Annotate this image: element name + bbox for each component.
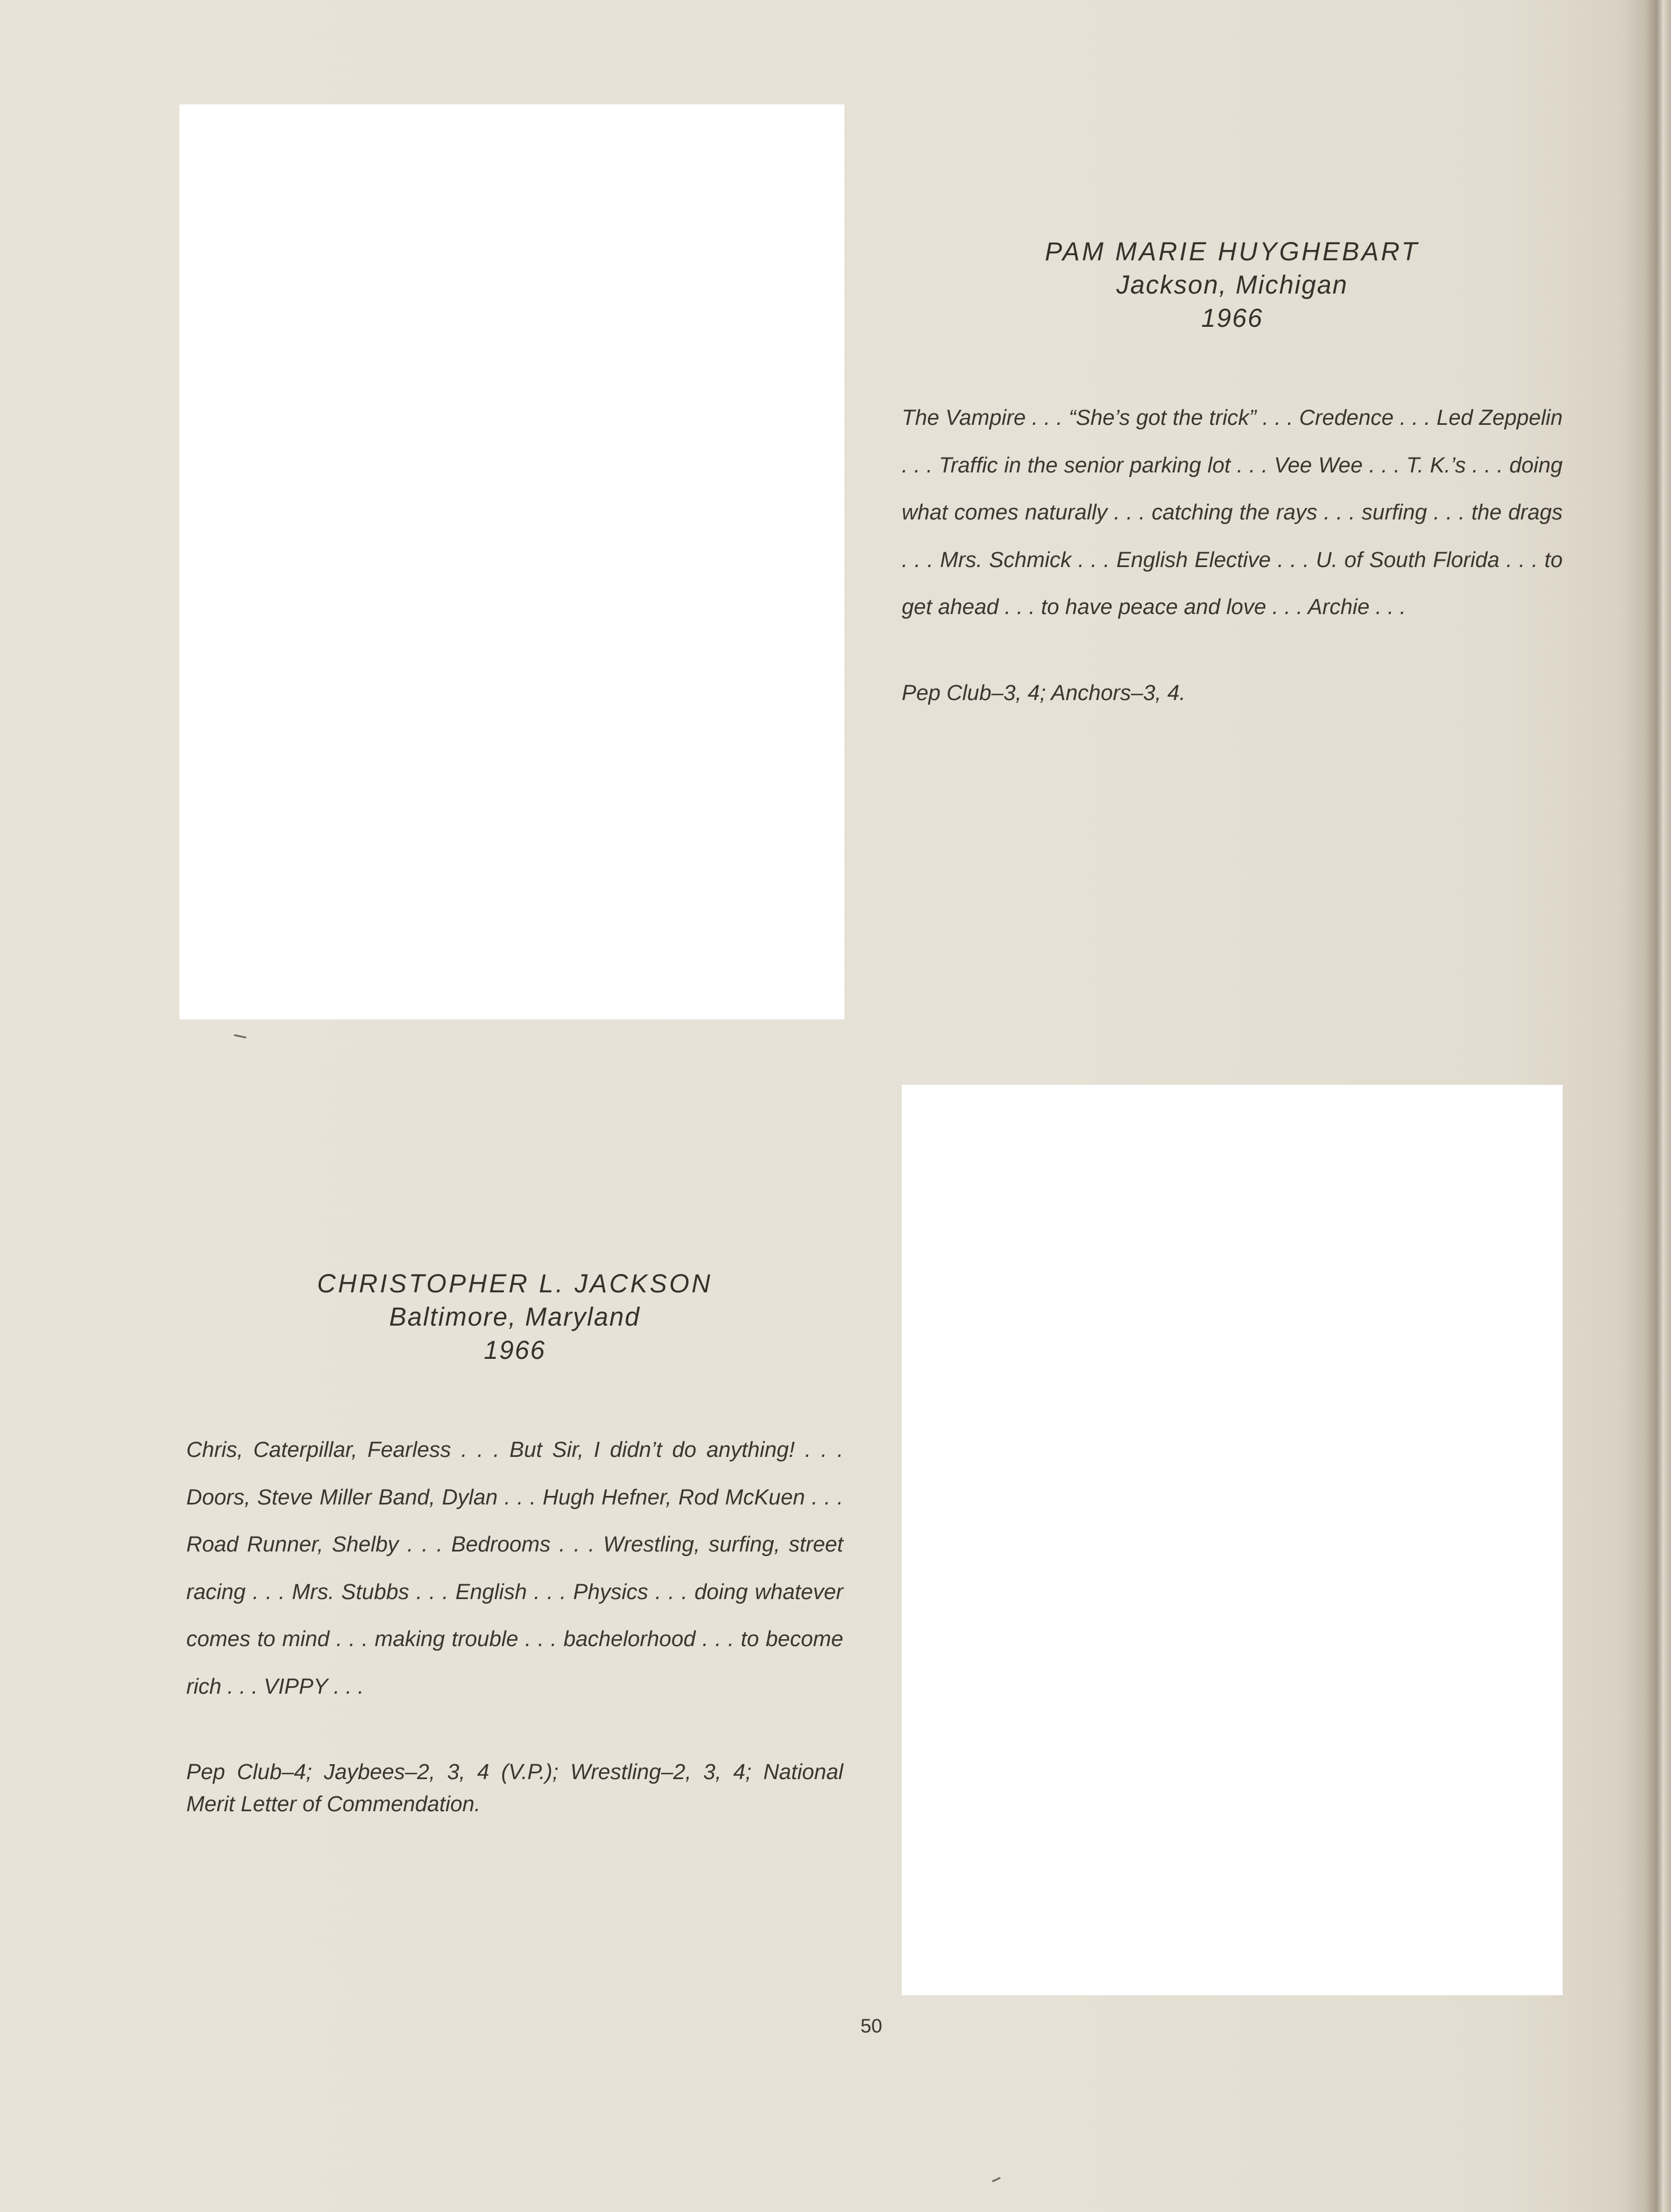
senior-photo-huyghebart	[179, 104, 844, 1019]
student-hometown: Baltimore, Maryland	[389, 1302, 641, 1331]
student-activities: Pep Club–4; Jaybees–2, 3, 4 (V.P.); Wrestling–2, 3, 4; National Merit Letter of Commendation.	[186, 1760, 843, 1816]
student-name: PAM MARIE HUYGHEBART	[1044, 237, 1420, 266]
page-binding-edge	[1645, 0, 1671, 2212]
student-hometown: Jackson, Michigan	[1116, 270, 1348, 299]
student-name: CHRISTOPHER L. JACKSON	[317, 1269, 713, 1298]
paper-speck	[234, 1034, 246, 1039]
senior-photo-jackson	[902, 1085, 1563, 1995]
senior-entry-jackson	[186, 1267, 843, 1820]
student-bio: The Vampire . . . “She’s got the trick” . . . Credence . . . Led Zeppelin . . . Traffic in the senior parking lot . . . Vee Wee . . . T. K.’s . . . doing what comes naturally . . . catching the rays . . . surfing . . . the drags . . . Mrs. Schmick . . . English Elective . . . U. of South Florida . . . to get ahead . . . to have peace and love . . . Archie . . .	[902, 406, 1563, 619]
paper-speck	[992, 2177, 1001, 2182]
page-number: 50	[860, 2015, 882, 2037]
entry-header	[186, 1267, 843, 1367]
student-year: 1966	[1201, 303, 1263, 333]
student-activities: Pep Club–3, 4; Anchors–3, 4.	[902, 681, 1186, 705]
student-year: 1966	[483, 1335, 546, 1365]
student-bio: Chris, Caterpillar, Fearless . . . But Sir, I didn’t do anything! . . . Doors, Steve Miller Band, Dylan . . . Hugh Hefner, Rod McKuen . . . Road Runner, Shelby . . . Bedrooms . . . Wrestling, surfing, street racing . . . Mrs. Stubbs . . . English . . . Physics . . . doing whatever comes to mind . . . making trouble . . . bachelorhood . . . to become rich . . . VIPPY . . .	[186, 1438, 843, 1699]
entry-header	[902, 235, 1563, 335]
senior-entry-huyghebart	[902, 235, 1563, 709]
